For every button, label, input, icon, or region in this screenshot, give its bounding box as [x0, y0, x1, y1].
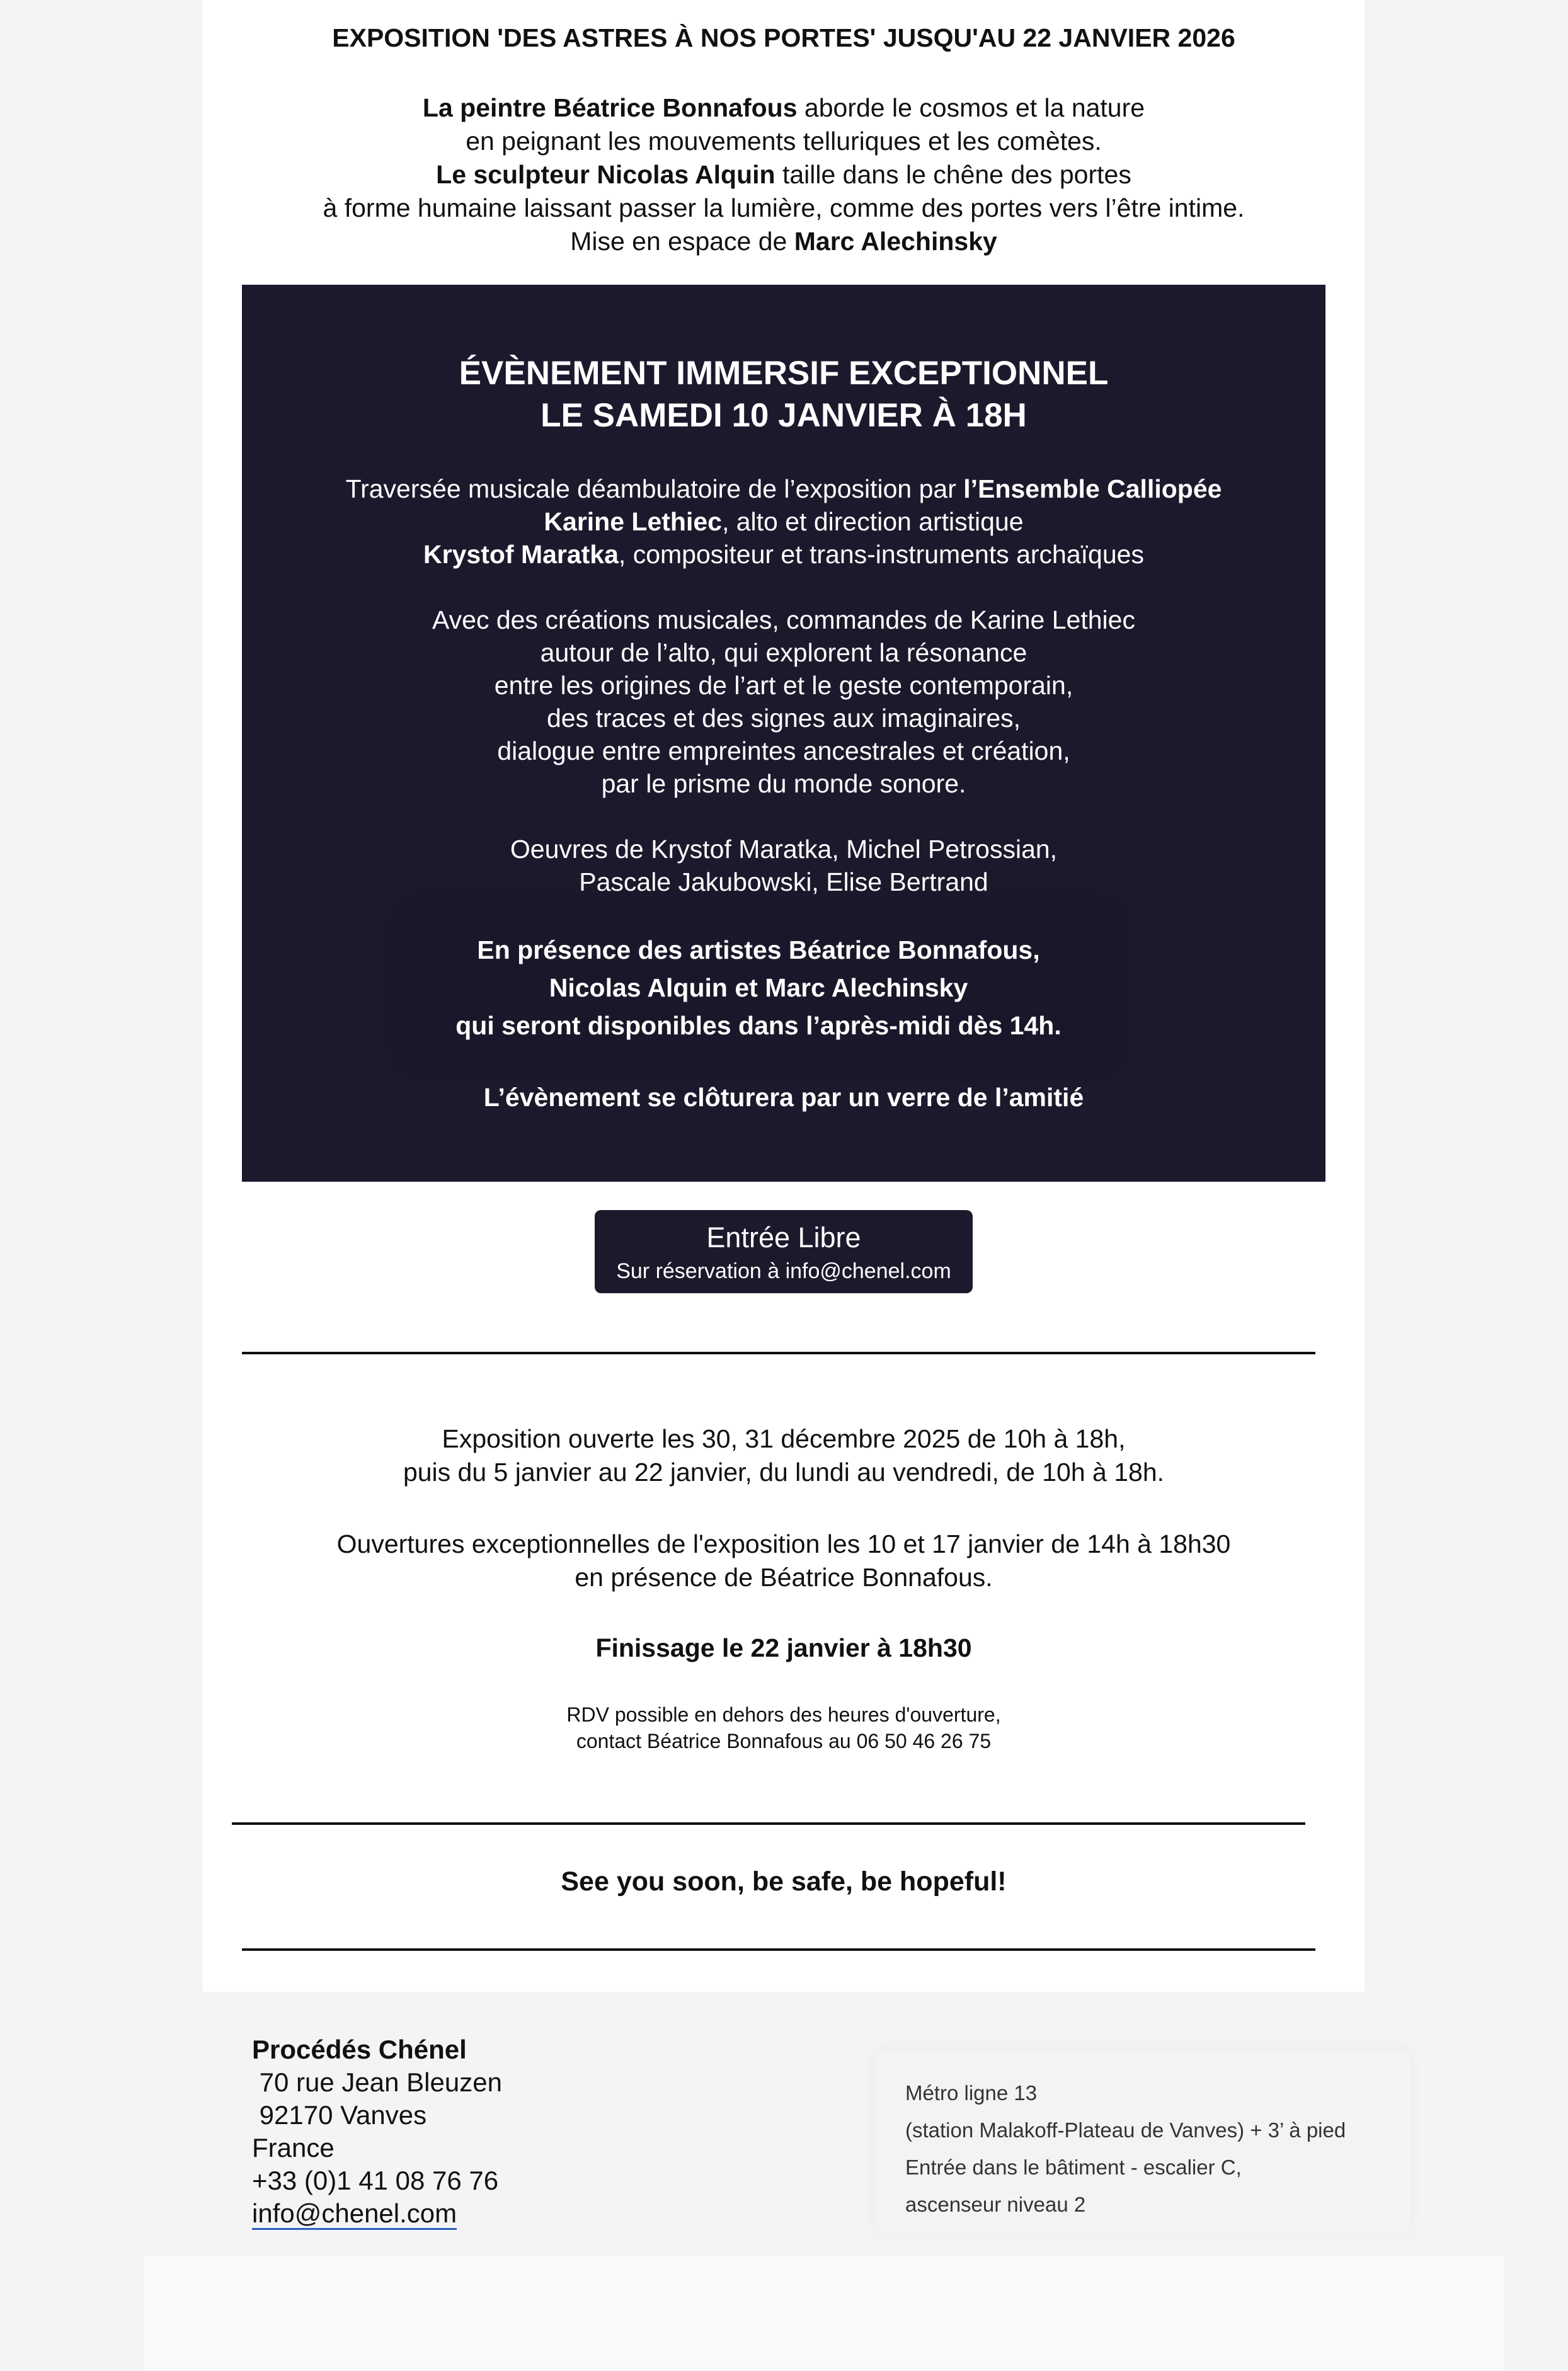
contact-block [252, 2033, 502, 2230]
event-closing-note: L’évènement se clôturera par un verre de l’amitié [483, 1083, 1084, 1112]
intro-paragraph [203, 91, 1365, 258]
description-line: des traces et des signes aux imaginaires, [546, 704, 1021, 733]
event-heading [242, 352, 1325, 437]
karine-line [242, 505, 1325, 538]
presence-line: En présence des artistes Béatrice Bonnafous, [477, 935, 1040, 964]
newsletter-card [203, 0, 1365, 1992]
karine-name: Karine Lethiec [544, 507, 722, 536]
ensemble-line [242, 472, 1325, 505]
event-works [242, 833, 1325, 898]
event-description [242, 603, 1325, 800]
krystof-role: , compositeur et trans-instruments archaïques [618, 540, 1144, 569]
sculptor-name: Le sculpteur Nicolas Alquin [436, 160, 775, 189]
free-entry-label: Entrée Libre [706, 1221, 861, 1254]
country: France [252, 2133, 335, 2162]
email-line [252, 2197, 502, 2230]
event-panel [242, 285, 1325, 1182]
ensemble-name: l’Ensemble Calliopée [963, 474, 1222, 503]
exceptional-openings [203, 1528, 1365, 1594]
rdv-line-1: RDV possible en dehors des heures d'ouverture, [566, 1703, 1001, 1726]
farewell-message: See you soon, be safe, be hopeful! [561, 1866, 1007, 1897]
company-name: Procédés Chénel [252, 2035, 467, 2064]
event-heading-line-2: LE SAMEDI 10 JANVIER À 18H [541, 397, 1027, 434]
finissage-date: Finissage le 22 janvier à 18h30 [595, 1633, 972, 1662]
opening-hours [203, 1422, 1365, 1489]
free-entry-button[interactable] [595, 1210, 973, 1293]
intro-line-3-text: taille dans le chêne des portes [775, 160, 1131, 189]
exhibition-title: EXPOSITION 'DES ASTRES À NOS PORTES' JUSQU'AU 22 JANVIER 2026 [332, 23, 1235, 52]
metro-station: (station Malakoff-Plateau de Vanves) + 3’ à pied [905, 2118, 1346, 2142]
description-line: dialogue entre empreintes ancestrales et création, [497, 736, 1070, 765]
description-line: entre les origines de l’art et le geste contemporain, [494, 671, 1073, 700]
footer-background [144, 2255, 1504, 2371]
divider-1 [242, 1352, 1315, 1354]
intro-line-1 [203, 91, 1365, 125]
reservation-label: Sur réservation à info@chenel.com [616, 1259, 951, 1283]
divider-3 [242, 1948, 1315, 1951]
krystof-name: Krystof Maratka [423, 540, 619, 569]
description-line: autour de l’alto, qui explorent la résonance [540, 638, 1027, 667]
scenographer-name: Marc Alechinsky [794, 227, 997, 256]
email-link[interactable]: info@chenel.com [252, 2198, 457, 2230]
rdv-line-2: contact Béatrice Bonnafous au 06 50 46 26 75 [576, 1730, 992, 1752]
exceptional-line-2: en présence de Béatrice Bonnafous. [575, 1563, 993, 1592]
opening-line-2: puis du 5 janvier au 22 janvier, du lundi au vendredi, de 10h à 18h. [403, 1458, 1165, 1487]
access-info-box [876, 2050, 1411, 2233]
intro-line-1-text: aborde le cosmos et la nature [797, 93, 1145, 122]
event-performers [242, 472, 1325, 571]
elevator-level: ascenseur niveau 2 [905, 2193, 1086, 2216]
city-address: 92170 Vanves [252, 2100, 427, 2130]
opening-line-1: Exposition ouverte les 30, 31 décembre 2025 de 10h à 18h, [442, 1424, 1126, 1453]
painter-name: La peintre Béatrice Bonnafous [422, 93, 798, 122]
description-line: Avec des créations musicales, commandes de Karine Lethiec [432, 605, 1135, 634]
divider-2 [232, 1822, 1305, 1825]
intro-line-4: à forme humaine laissant passer la lumière, comme des portes vers l’être intime. [323, 193, 1245, 222]
works-line: Pascale Jakubowski, Elise Bertrand [579, 867, 988, 896]
works-line: Oeuvres de Krystof Maratka, Michel Petrossian, [510, 835, 1058, 864]
presence-line: qui seront disponibles dans l’après-midi dès 14h. [455, 1011, 1062, 1040]
artists-presence-box [406, 910, 1111, 1061]
artists-presence-text [406, 931, 1111, 1044]
karine-role: , alto et direction artistique [721, 507, 1024, 536]
intro-line-2: en peignant les mouvements telluriques et les comètes. [466, 127, 1102, 156]
presence-line: Nicolas Alquin et Marc Alechinsky [549, 973, 968, 1002]
phone-number: +33 (0)1 41 08 76 76 [252, 2166, 499, 2195]
street-address: 70 rue Jean Bleuzen [252, 2067, 502, 2097]
exceptional-line-1: Ouvertures exceptionnelles de l'exposition les 10 et 17 janvier de 14h à 18h30 [336, 1529, 1231, 1558]
intro-line-5 [203, 225, 1365, 258]
metro-line: Métro ligne 13 [905, 2081, 1038, 2105]
intro-line-5-text: Mise en espace de [570, 227, 794, 256]
access-info-text [905, 2074, 1346, 2223]
description-line: par le prisme du monde sonore. [601, 769, 966, 798]
intro-line-3 [203, 158, 1365, 191]
event-heading-line-1: ÉVÈNEMENT IMMERSIF EXCEPTIONNEL [459, 355, 1109, 392]
building-entrance: Entrée dans le bâtiment - escalier C, [905, 2156, 1242, 2179]
krystof-line [242, 538, 1325, 571]
ensemble-line-text: Traversée musicale déambulatoire de l’exposition par [345, 474, 964, 503]
rdv-note [203, 1701, 1365, 1754]
